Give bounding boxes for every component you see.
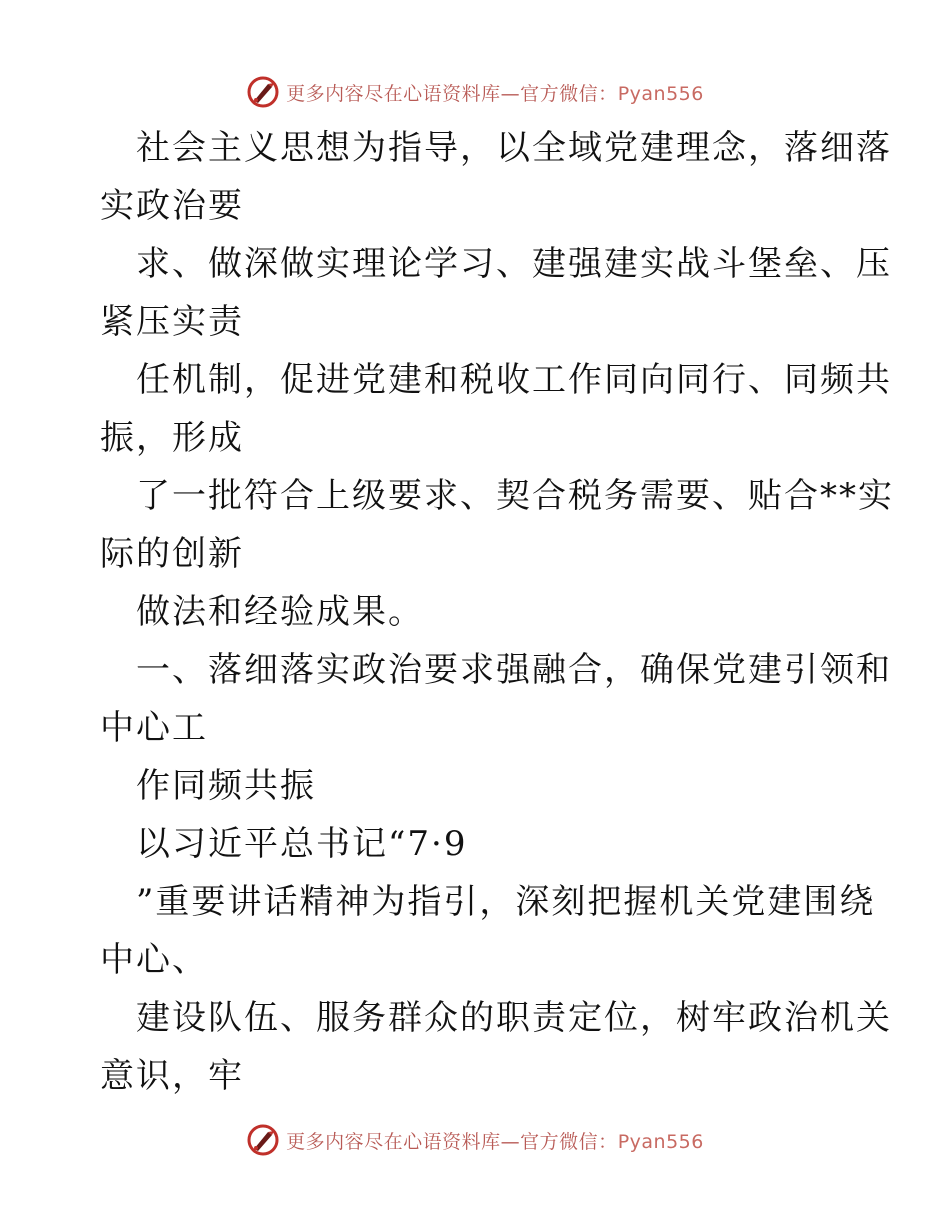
- section-heading-line: 中心工: [100, 708, 208, 748]
- body-line: 建设队伍、服务群众的职责定位，树牢政治机关: [136, 998, 892, 1038]
- body-line: 了一批符合上级要求、契合税务需要、贴合**实: [136, 476, 894, 516]
- section-heading-line: 一、落细落实政治要求强融合，确保党建引领和: [136, 650, 892, 690]
- body-line: 际的创新: [100, 534, 244, 574]
- body-line: 实政治要: [100, 186, 244, 226]
- banner-wechat-id: Pyan556: [617, 1130, 704, 1153]
- body-line: 意识，牢: [100, 1056, 244, 1096]
- footer-banner: [0, 1120, 950, 1160]
- pen-logo-icon: [246, 75, 280, 109]
- banner-wechat-label: 官方微信：: [520, 82, 618, 105]
- body-line: ”重要讲话精神为指引，深刻把握机关党建围绕: [136, 882, 876, 922]
- body-line: 中心、: [100, 940, 208, 980]
- pen-logo-icon: [246, 1123, 280, 1157]
- header-banner: [0, 72, 950, 112]
- banner-wechat-id: Pyan556: [617, 82, 704, 105]
- body-line: 振，形成: [100, 418, 244, 458]
- banner-text: [286, 1127, 704, 1154]
- body-line: 紧压实责: [100, 302, 244, 342]
- banner-text: [286, 79, 704, 106]
- body-line: 以习近平总书记“7·9: [136, 824, 468, 864]
- banner-wechat-label: 官方微信：: [520, 1130, 618, 1153]
- body-line: 社会主义思想为指导，以全域党建理念，落细落: [136, 128, 892, 168]
- banner-title: 更多内容尽在心语资料库: [286, 1130, 501, 1153]
- body-line: 任机制，促进党建和税收工作同向同行、同频共: [136, 360, 892, 400]
- body-line: 求、做深做实理论学习、建强建实战斗堡垒、压: [136, 244, 892, 284]
- banner-title: 更多内容尽在心语资料库: [286, 82, 501, 105]
- body-line: 做法和经验成果。: [136, 592, 424, 632]
- banner-separator: —: [500, 82, 521, 105]
- section-heading-line: 作同频共振: [136, 766, 316, 806]
- banner-separator: —: [500, 1130, 521, 1153]
